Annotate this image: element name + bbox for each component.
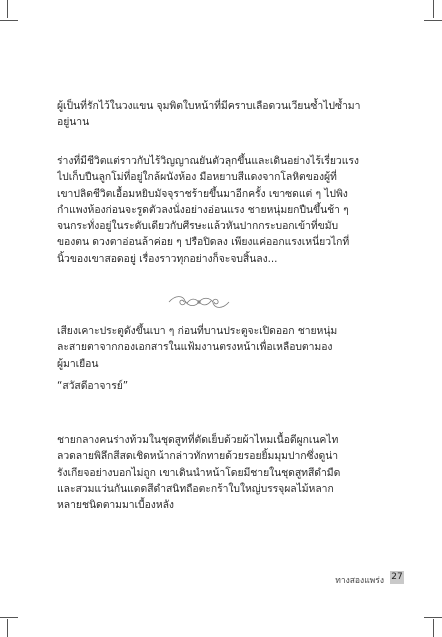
text-line: หลายชนิดตามมาเบื้องหลัง <box>57 499 174 512</box>
paragraph-3 <box>57 323 387 372</box>
text-line: จนกระทั่งอยู่ในระดับเดียวกับศีรษะแล้วหันปากกระบอกเข้าที่ขมับ <box>57 220 339 233</box>
crop-mark <box>7 0 8 18</box>
crop-mark <box>0 617 18 618</box>
text-line: ละสายตาจากกองเอกสารในแฟ้มงานตรงหน้าเพื่อเหลือบตามอง <box>57 341 333 354</box>
text-line: ของตน ดวงตาอ่อนล้าค่อย ๆ ปรือปิดลง เพียงแค่ออกแรงเหนี่ยวไกที่ <box>57 236 350 249</box>
paragraph-5 <box>57 432 387 513</box>
crop-mark <box>424 617 442 618</box>
page-number: 27 <box>391 572 403 582</box>
paragraph-2 <box>57 153 387 267</box>
running-footer-title: ทางสองแพร่ง <box>335 576 384 586</box>
text-line: และสวมแว่นกันแดดสีดำสนิทถือตะกร้าใบใหญ่บรรจุผลไม้หลาก <box>57 482 334 495</box>
text-line: ลวดลายพิลึกสีสดเชิดหน้ากล่าวทักทายด้วยรอยยิ้มมุมปากซึ่งดูน่า <box>57 450 339 463</box>
text-line: เขาปลิดชีวิตเอื้อมหยิบมัจจุราชร้ายขึ้นมาอีกครั้ง เขาซดแต่ ๆ ไปพิง <box>57 187 348 200</box>
text-line: รังเกียจอย่างบอกไม่ถูก เขาเดินนำหน้าโดยมีชายในชุดสูทสีดำมืด <box>57 466 341 479</box>
paragraph-4 <box>57 378 387 394</box>
text-line: ชายกลางคนร่างท้วมในชุดสูทที่ตัดเย็บด้วยผ้าไหมเนื้อดีผูกเนคไท <box>57 434 339 446</box>
crop-mark <box>424 20 442 21</box>
text-line: นิ้วของเขาสอดอยู่ เรื่องราวทุกอย่างก็จะจบสิ้นลง... <box>57 252 278 265</box>
crop-mark <box>7 619 8 637</box>
crop-mark <box>433 619 434 637</box>
crop-mark <box>433 0 434 18</box>
section-divider-ornament <box>167 293 231 311</box>
paragraph-1 <box>57 98 387 131</box>
text-line: ผู้เป็นที่รักไว้ในวงแขน จุมพิตใบหน้าที่มีคราบเลือดวนเวียนซ้ำไปซ้ำมา <box>57 100 361 112</box>
text-line: อยู่นาน <box>57 116 90 129</box>
text-line: “สวัสดีอาจารย์” <box>57 380 129 392</box>
text-line: กำแพงห้องก่อนจะรูดตัวลงนั่งอย่างอ่อนแรง ชายหนุ่มยกปืนขึ้นช้า ๆ <box>57 203 349 216</box>
text-line: ร่างที่มีชีวิตแต่ราวกับไร้วิญญาณยันตัวลุกขึ้นและเดินอย่างไร้เรี่ยวแรง <box>57 155 359 167</box>
text-line: เสียงเคาะประตูดังขึ้นเบา ๆ ก่อนที่บานประตูจะเปิดออก ชายหนุ่ม <box>57 325 338 337</box>
crop-mark <box>0 20 18 21</box>
text-line: ผู้มาเยือน <box>57 357 99 370</box>
text-line: ไปเก็บปืนลูกโม่ที่อยู่ใกล้ผนังห้อง มือหยาบสีแดงจากโลหิตของผู้ที่ <box>57 171 337 184</box>
